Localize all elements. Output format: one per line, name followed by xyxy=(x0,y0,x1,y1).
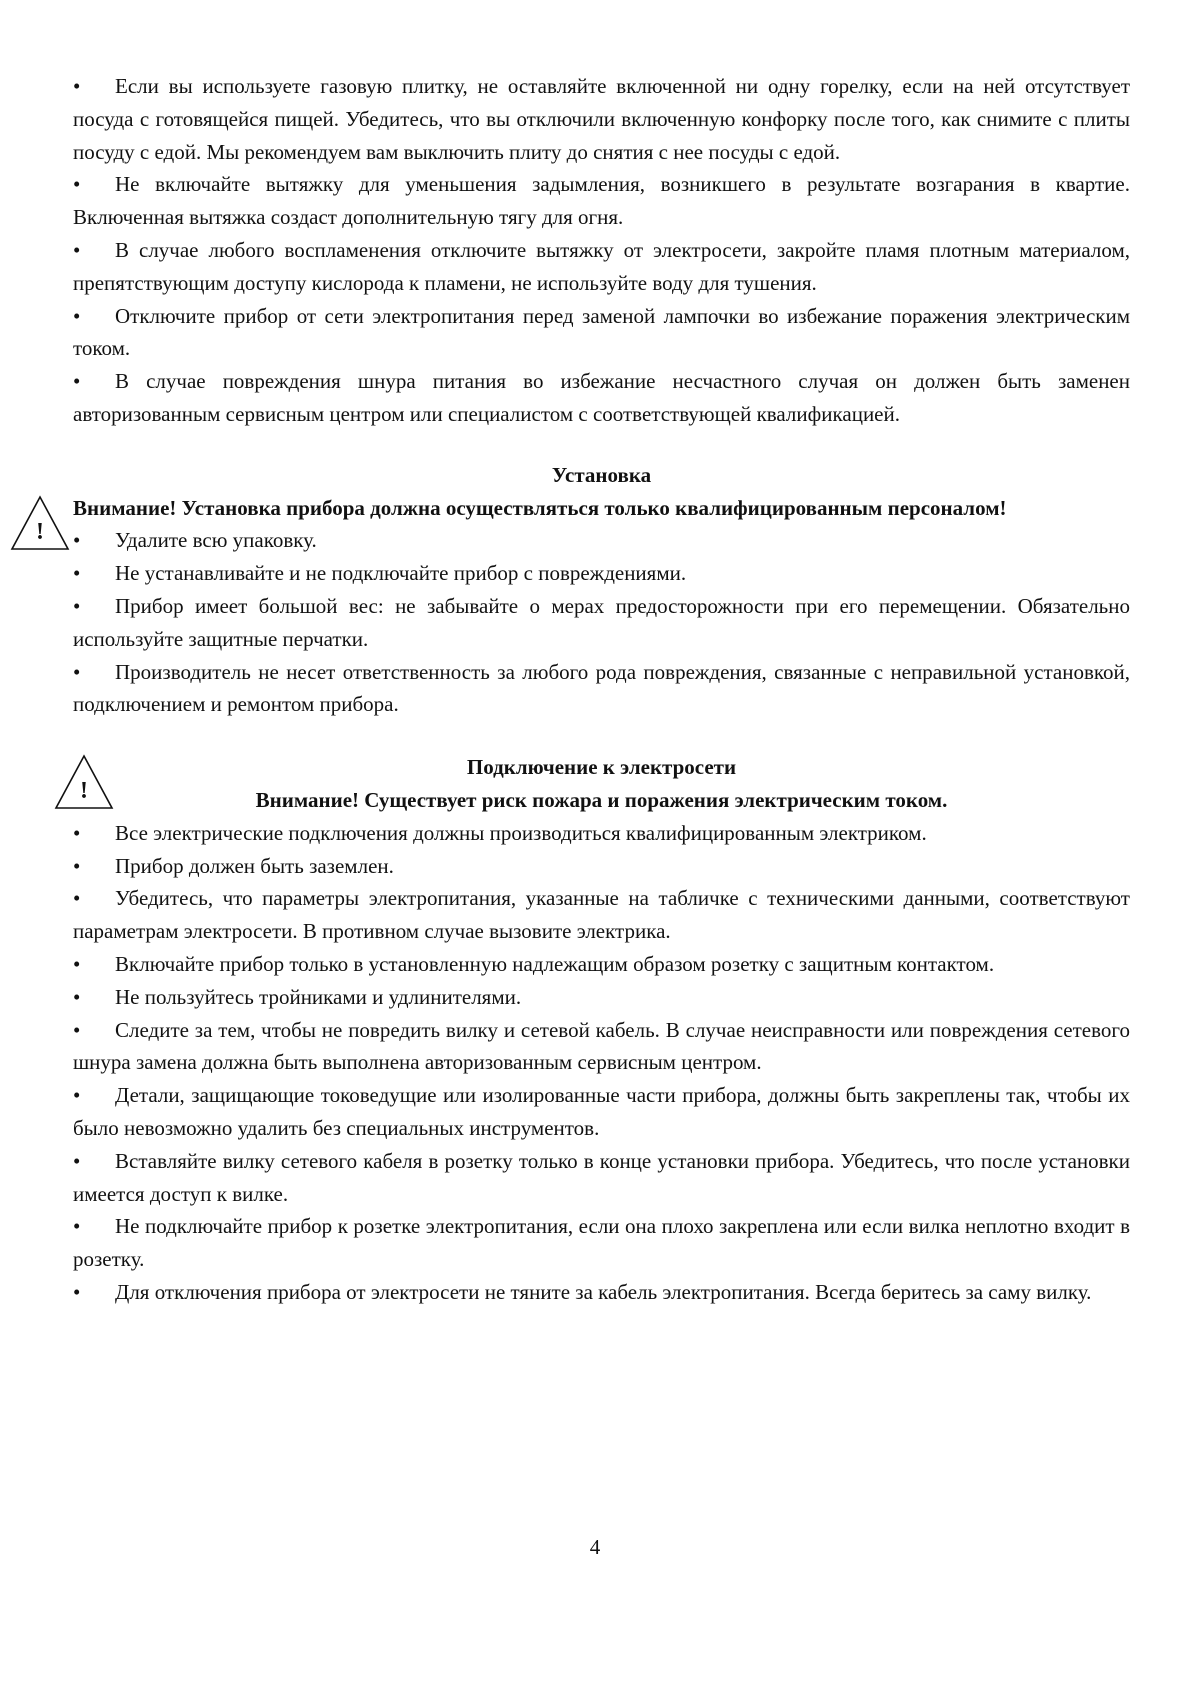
bullet-marker: • xyxy=(73,172,81,197)
list-item: • В случае повреждения шнура питания во избежание несчастного случая он должен быть заменен авторизованным сервисным центром или специалистом с соответствующей квалификацией. xyxy=(73,365,1130,431)
list-item: • Для отключения прибора от электросети не тяните за кабель электропитания. Всегда беритесь за саму вилку. xyxy=(73,1276,1130,1309)
bullet-marker: • xyxy=(73,1083,81,1108)
bullet-marker: • xyxy=(73,561,81,586)
list-item: • В случае любого воспламенения отключите вытяжку от электросети, закройте пламя плотным материалом, препятствующим доступу кислорода к пламени, не используйте воду для тушения. xyxy=(73,234,1130,300)
list-item: • Отключите прибор от сети электропитания перед заменой лампочки во избежание поражения электрическим током. xyxy=(73,300,1130,366)
bullet-marker: • xyxy=(73,1279,81,1304)
electrical-warning: Внимание! Существует риск пожара и поражения электрическим током. xyxy=(255,787,948,812)
bullet-marker: • xyxy=(73,951,81,976)
svg-text:!: ! xyxy=(80,778,88,805)
list-item: • Следите за тем, чтобы не повредить вилку и сетевой кабель. В случае неисправности или повреждения сетевого шнура замена должна быть выполнена авторизованным сервисным центром. xyxy=(73,1014,1130,1080)
bullet-marker: • xyxy=(73,984,81,1009)
list-item: • Прибор должен быть заземлен. xyxy=(73,850,1130,883)
bullet-marker: • xyxy=(73,1148,81,1173)
bullet-marker: • xyxy=(73,659,81,684)
bullet-marker: • xyxy=(73,303,81,328)
list-item: • Детали, защищающие токоведущие или изолированные части прибора, должны быть закреплены так, чтобы их было невозможно удалить без специальных инструментов. xyxy=(73,1079,1130,1145)
bullet-marker: • xyxy=(73,853,81,878)
bullet-marker: • xyxy=(73,237,81,262)
bullet-marker: • xyxy=(73,1214,81,1239)
warning-triangle-icon xyxy=(9,494,71,552)
bullet-marker: • xyxy=(73,369,81,394)
list-item: • Убедитесь, что параметры электропитания, указанные на табличке с техническими данными, соответствуют параметрам электросети. В противном случае вызовите электрика. xyxy=(73,882,1130,948)
bullet-marker: • xyxy=(73,593,81,618)
list-item: • Не подключайте прибор к розетке электропитания, если она плохо закреплена или если вилка неплотно входит в розетку. xyxy=(73,1210,1130,1276)
bullet-marker: • xyxy=(73,1017,81,1042)
list-item: • Прибор имеет большой вес: не забывайте о мерах предосторожности при его перемещении. Обязательно используйте защитные перчатки. xyxy=(73,590,1130,656)
bullet-marker: • xyxy=(73,74,81,98)
electrical-section xyxy=(73,751,1130,1309)
list-item: • Не пользуйтесь тройниками и удлинителями. xyxy=(73,981,1130,1014)
list-item: • Включайте прибор только в установленную надлежащим образом розетку с защитным контактом. xyxy=(73,948,1130,981)
svg-text:!: ! xyxy=(36,518,44,545)
intro-bullet-list xyxy=(73,70,1130,431)
document-page xyxy=(36,70,1130,1309)
installation-warning: Внимание! Установка прибора должна осуществляться только квалифицированным персоналом! xyxy=(73,495,1007,520)
installation-section xyxy=(36,459,1130,721)
installation-heading: Установка xyxy=(551,462,652,487)
list-item: • Производитель не несет ответственность за любого рода повреждения, связанные с неправильной установкой, подключением и ремонтом прибора. xyxy=(73,656,1130,722)
list-item: • Вставляйте вилку сетевого кабеля в розетку только в конце установки прибора. Убедитесь, что после установки имеется доступ к вилке. xyxy=(73,1145,1130,1211)
list-item: • Не устанавливайте и не подключайте прибор с повреждениями. xyxy=(73,557,1130,590)
list-item: • Все электрические подключения должны производиться квалифицированным электриком. xyxy=(73,817,1130,850)
electrical-heading: Подключение к электросети xyxy=(466,755,737,780)
bullet-marker: • xyxy=(73,528,81,553)
list-item: • Удалите всю упаковку. xyxy=(73,524,1130,557)
page-number: 4 xyxy=(589,1535,601,1559)
list-item: • Не включайте вытяжку для уменьшения задымления, возникшего в результате возгарания в квартие. Включенная вытяжка создаст дополнительную тягу для огня. xyxy=(73,168,1130,234)
bullet-marker: • xyxy=(73,820,81,845)
bullet-marker: • xyxy=(73,886,81,911)
list-item: • Если вы используете газовую плитку, не оставляйте включенной ни одну горелку, если на ней отсутствует посуда с готовящейся пищей. Убедитесь, что вы отключили включенную конфорку после того, как снимите с плиты посуду с едой. Мы рекомендуем вам выключить плиту до снятия с нее посуды с едой. xyxy=(73,70,1130,168)
